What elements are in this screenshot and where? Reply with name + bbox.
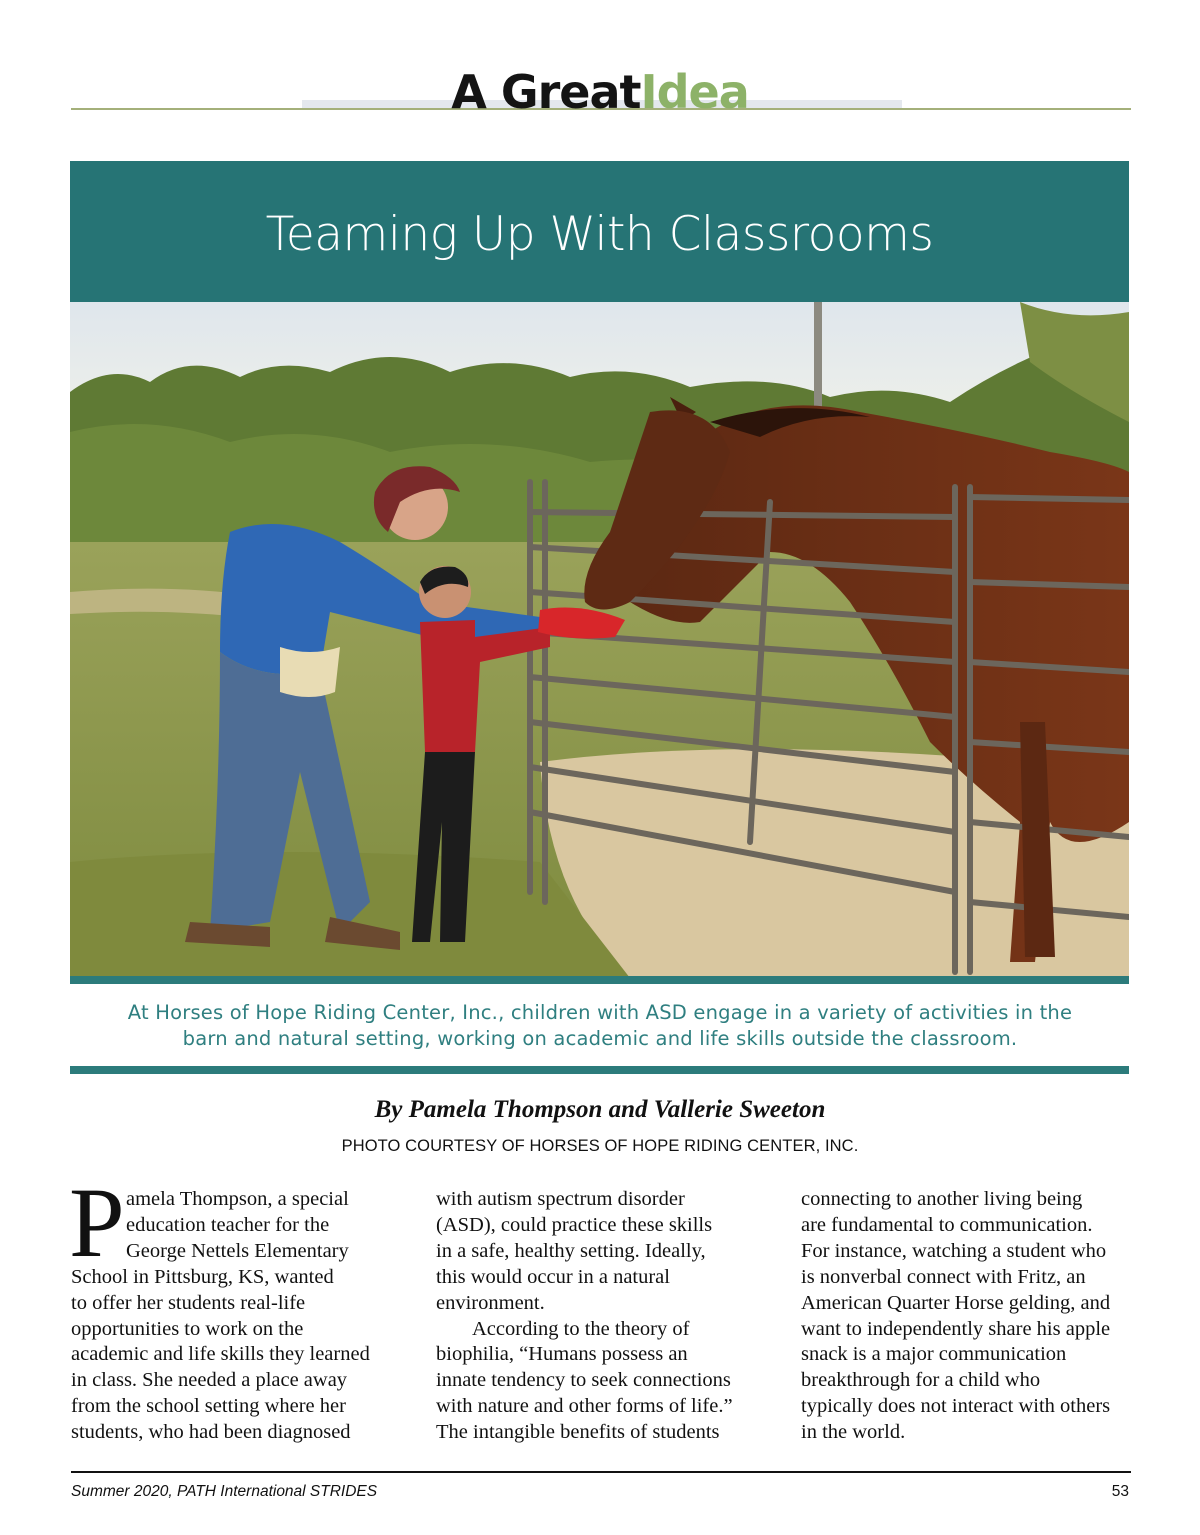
text-line: from the school setting where her [71,1395,346,1418]
text-line: is nonverbal connect with Fritz, an [801,1265,1086,1288]
text-line: in the world. [801,1421,906,1444]
article-title: Teaming Up With Classrooms [265,207,934,262]
text-line: The intangible benefits of students [436,1421,720,1444]
text-line: biophilia, “Humans possess an [436,1343,688,1366]
text-line: snack is a major communication [801,1343,1067,1366]
text-line: want to independently share his apple [801,1317,1111,1340]
text-line: George Nettels Elementary [126,1239,349,1262]
text-line: breakthrough for a child who [801,1369,1041,1392]
drop-cap: P [69,1167,125,1278]
article-column-1 [71,1187,411,1446]
text-line: For instance, watching a student who [801,1239,1107,1262]
text-line: School in Pittsburg, KS, wanted [71,1265,334,1288]
photo-caption [80,1000,1120,1052]
text-line: in class. She needed a place away [71,1369,348,1392]
text-line: innate tendency to seek connections [436,1369,731,1392]
caption-line-2: barn and natural setting, working on academic and life skills outside the classroom. [182,1027,1018,1050]
article-column-2 [436,1187,776,1446]
section-title-part2: Idea [640,65,749,114]
text-line: typically does not interact with others [801,1395,1111,1418]
text-line: in a safe, healthy setting. Ideally, [436,1239,706,1262]
text-line: to offer her students real-life [71,1291,306,1314]
section-title [0,62,1200,114]
text-line: (ASD), could practice these skills [436,1213,713,1236]
text-line: education teacher for the [126,1213,330,1236]
byline: By Pamela Thompson and Vallerie Sweeton [374,1096,826,1123]
text-line: this would occur in a natural [436,1265,670,1288]
article-column-3 [801,1187,1141,1446]
text-line: amela Thompson, a special [126,1188,349,1210]
text-line: According to the theory of [472,1317,690,1340]
footer-publication: Summer 2020, PATH International STRIDES [71,1483,378,1500]
text-line: with nature and other forms of life.” [436,1395,733,1418]
text-line: opportunities to work on the [71,1317,304,1340]
text-line: students, who had been diagnosed [71,1421,351,1444]
text-line: academic and life skills they learned [71,1343,370,1366]
footer-rule [71,1471,1131,1473]
text-line: are fundamental to communication. [801,1213,1093,1236]
article-title-banner [70,161,1129,302]
photo-credit: PHOTO COURTESY OF HORSES OF HOPE RIDING CENTER, INC. [341,1137,859,1155]
photo-bottom-rule [70,976,1129,984]
caption-rule [70,1066,1129,1074]
text-line: American Quarter Horse gelding, and [801,1291,1111,1314]
text-line: with autism spectrum disorder [436,1188,685,1210]
text-line: connecting to another living being [801,1188,1083,1210]
page-number: 53 [1111,1483,1129,1500]
section-title-part1: A Great [451,65,641,114]
text-line: environment. [436,1291,545,1314]
caption-line-1: At Horses of Hope Riding Center, Inc., children with ASD engage in a variety of activities in the [127,1001,1073,1024]
horse-photo [70,302,1129,978]
